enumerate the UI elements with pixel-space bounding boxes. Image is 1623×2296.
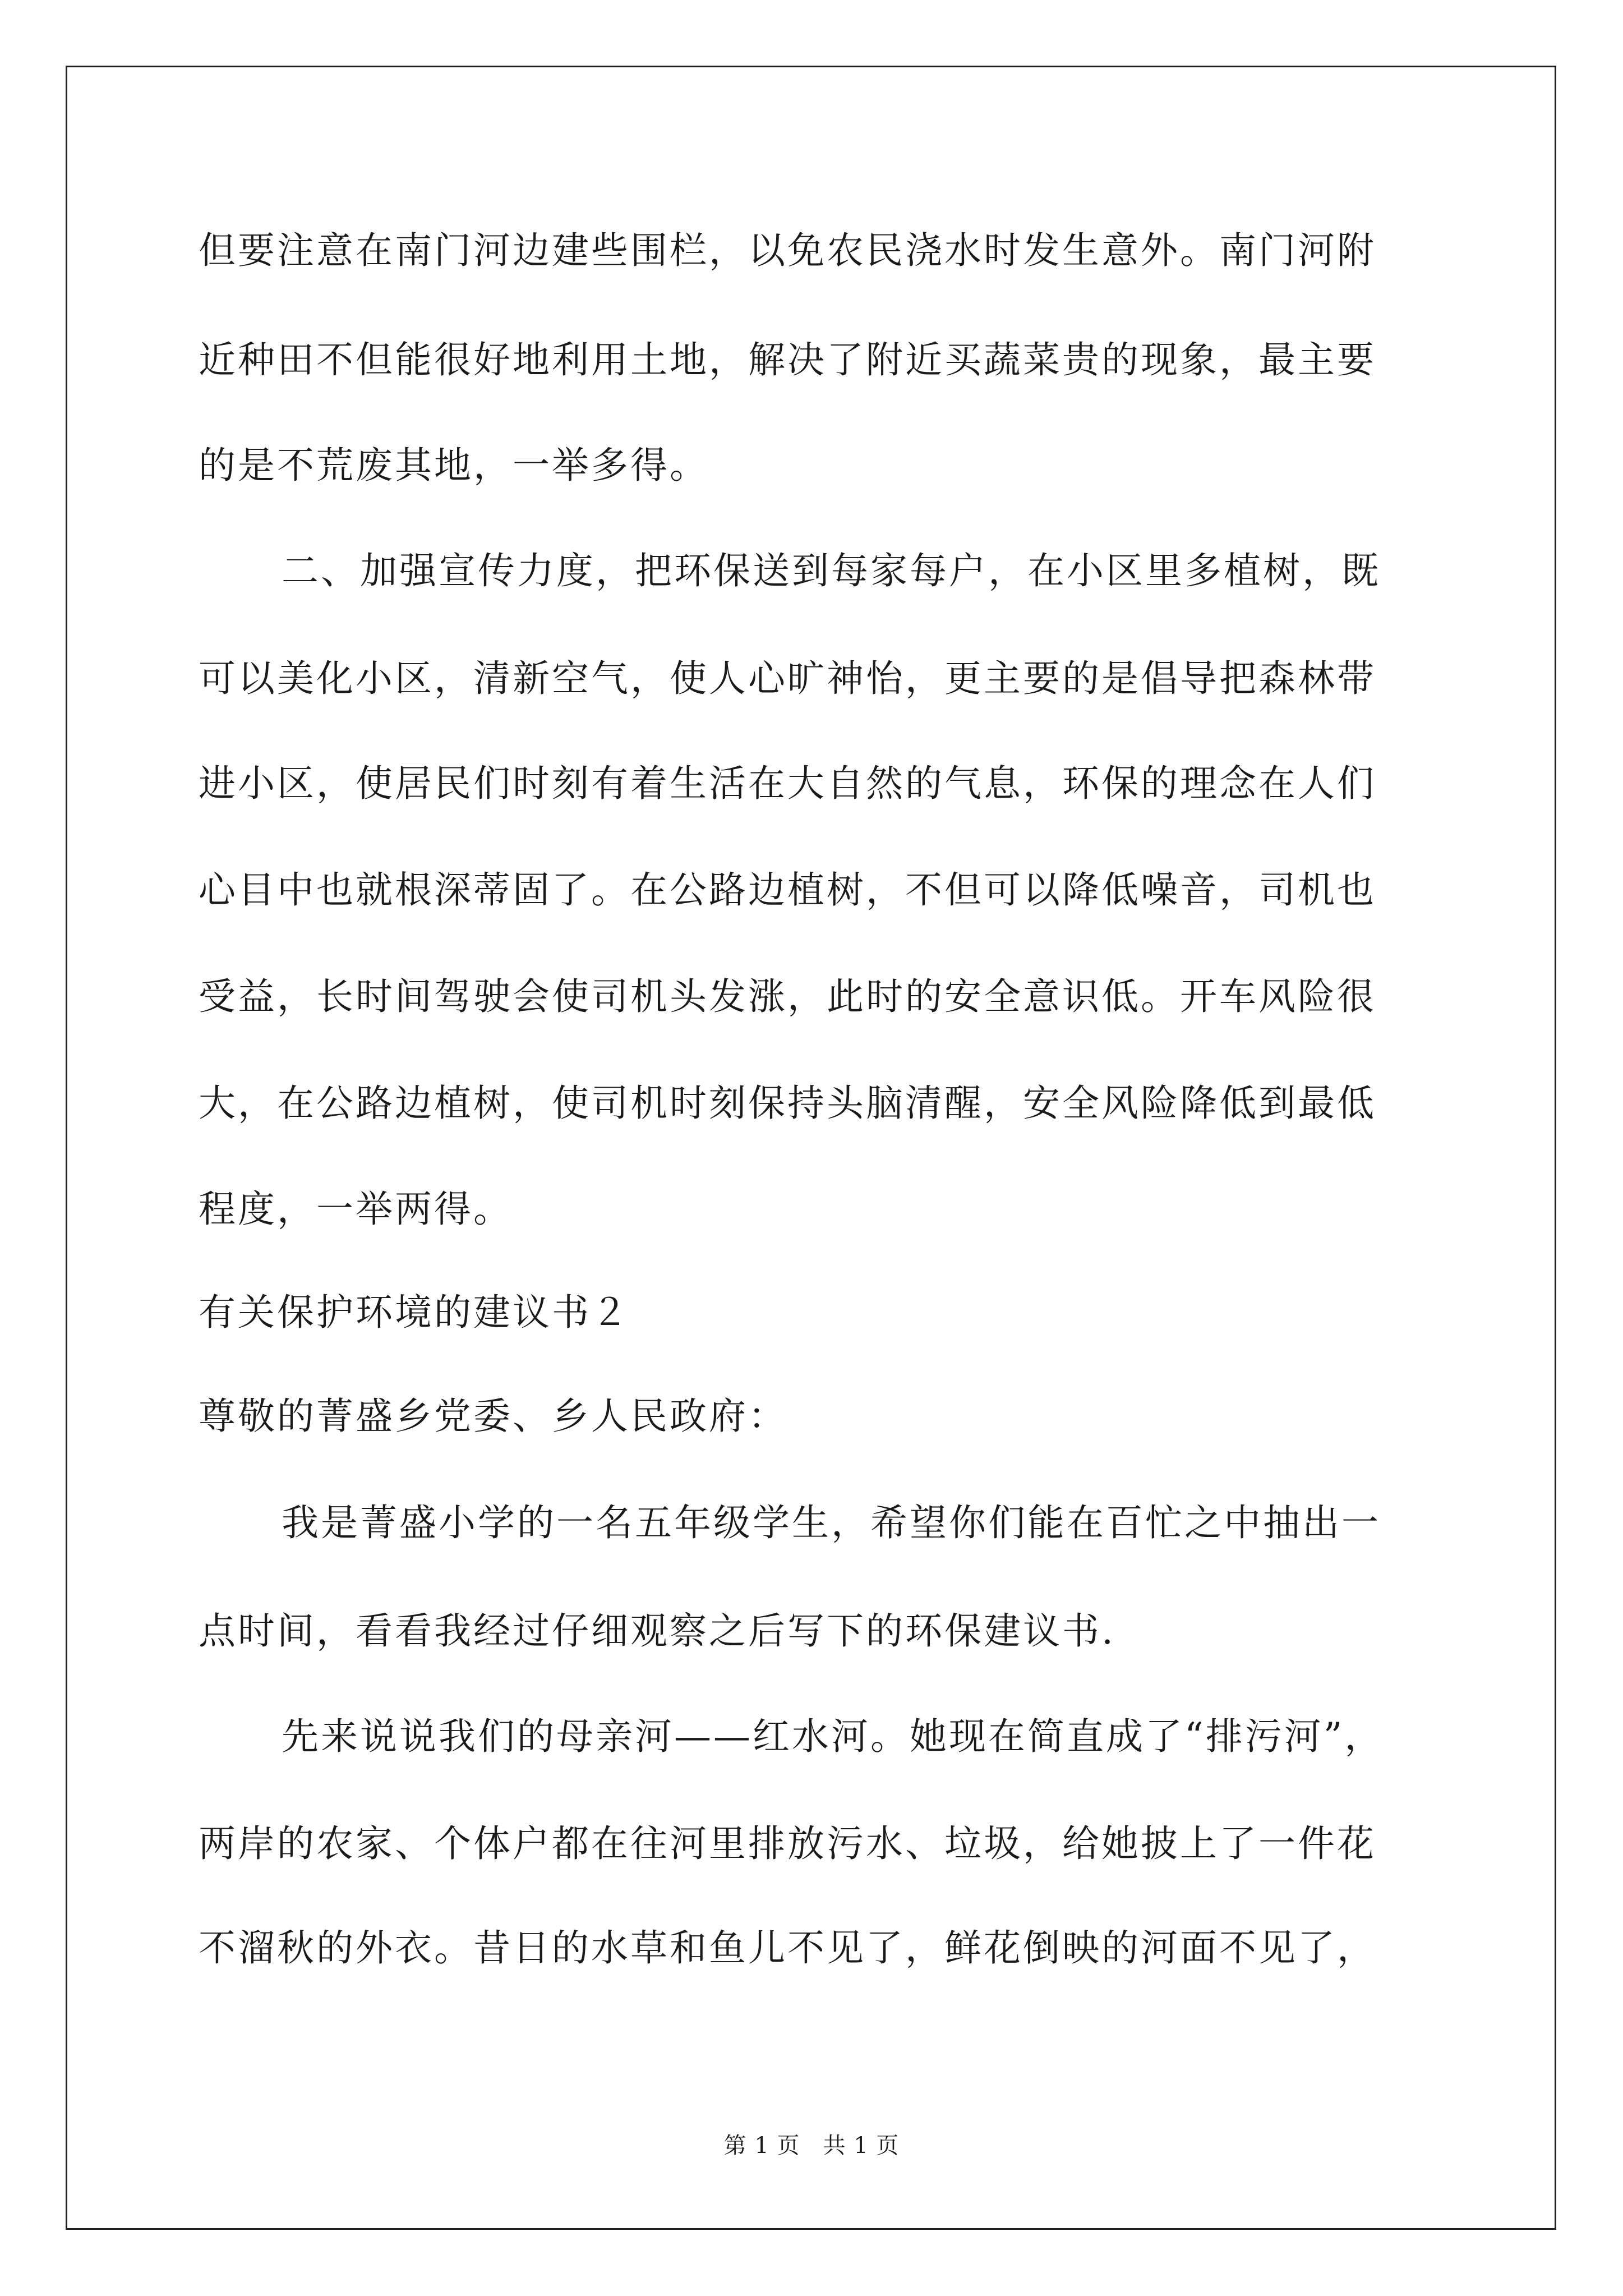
page-border: [66, 66, 1556, 2230]
text-line: 两岸的农家、个体户都在往河里排放污水、垃圾，给她披上了一件花: [199, 1822, 1376, 1865]
text-line: 进小区，使居民们时刻有着生活在大自然的气息，环保的理念在人们: [199, 762, 1376, 805]
text-line: 程度，一举两得。: [199, 1188, 513, 1231]
text-line: 的是不荒废其地，一举多得。: [199, 444, 709, 487]
page-number-footer: 第 1 页 共 1 页: [723, 2133, 900, 2159]
text-line: 大，在公路边植树，使司机时刻保持头脑清醒，安全风险降低到最低: [199, 1082, 1376, 1125]
text-line: 近种田不但能很好地利用土地，解决了附近买蔬菜贵的现象，最主要: [199, 338, 1376, 381]
text-line: 心目中也就根深蒂固了。在公路边植树，不但可以降低噪音，司机也: [199, 868, 1376, 912]
text-line: 可以美化小区，清新空气，使人心旷神怡，更主要的是倡导把森林带: [199, 657, 1376, 700]
section-heading: 有关保护环境的建议书２: [199, 1291, 630, 1334]
text-line: 不溜秋的外衣。昔日的水草和鱼儿不见了，鲜花倒映的河面不见了，: [199, 1926, 1376, 1970]
paragraph-start-line: 二、加强宣传力度，把环保送到每家每户，在小区里多植树，既: [282, 549, 1381, 592]
text-line: 受益，长时间驾驶会使司机头发涨，此时的安全意识低。开车风险很: [199, 975, 1376, 1018]
text-line: 但要注意在南门河边建些围栏，以免农民浇水时发生意外。南门河附: [199, 229, 1376, 272]
text-line: 点时间，看看我经过仔细观察之后写下的环保建议书.: [199, 1609, 1115, 1653]
paragraph-start-line: 先来说说我们的母亲河——红水河。她现在简直成了“排污河”，: [282, 1715, 1384, 1758]
paragraph-start-line: 我是菁盛小学的一名五年级学生，希望你们能在百忙之中抽出一: [282, 1501, 1381, 1544]
salutation: 尊敬的菁盛乡党委、乡人民政府：: [199, 1395, 787, 1438]
